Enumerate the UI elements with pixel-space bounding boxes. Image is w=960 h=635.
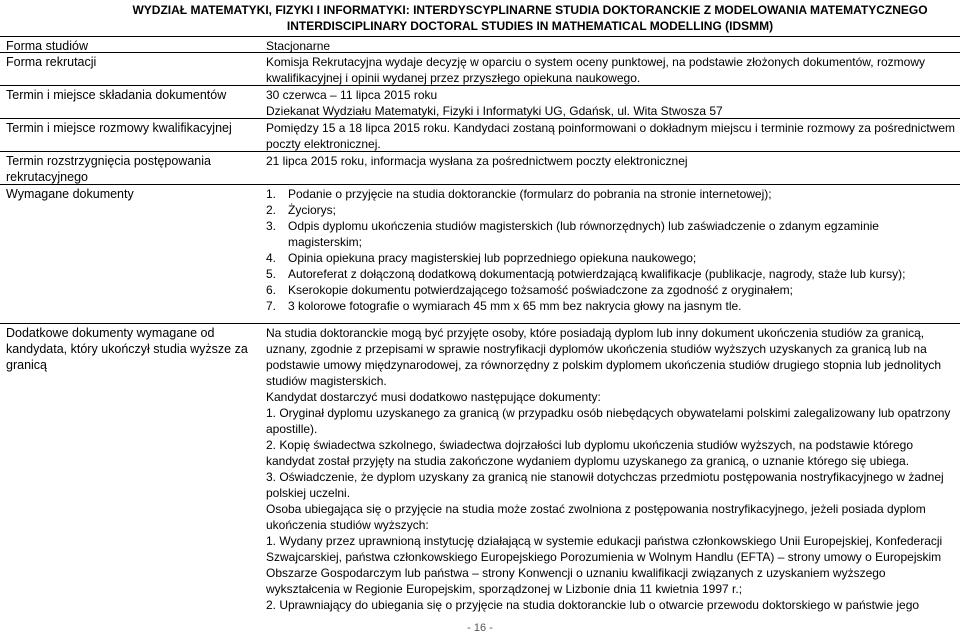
paragraph: Na studia doktoranckie mogą być przyjęte osoby, które posiadają dyplom lub inny dokument ukończenia studiów za granicą, uznany, zgodnie z przepisami w sprawie nostryfikacji dyplomów ukończenia studiów wyższych uzyskanych za granicą lub na podstawie umowy międzynarodowej, za równorzędny z polskim dyplomem ukończenia studiów drugiego stopnia lub jednolitych studiów magisterskich. bbox=[266, 326, 942, 388]
paragraph: 2. Kopię świadectwa szkolnego, świadectwa dojrzałości lub dyplomu ukończenia studiów wyższych, na podstawie którego kandydat został przyjęty na studia zakończone wydaniem dyplomu uzyskanego za granicą, o uznanie którego się ubiega. bbox=[266, 438, 914, 468]
header-line-2: INTERDISCIPLINARY DOCTORAL STUDIES IN MATHEMATICAL MODELLING (IDSMM) bbox=[286, 18, 774, 33]
row-label: Forma rekrutacji bbox=[6, 55, 97, 69]
table-rule bbox=[0, 36, 960, 37]
row-label: Termin i miejsce rozmowy kwalifikacyjnej bbox=[6, 121, 232, 135]
row-value bbox=[266, 87, 956, 119]
row-value: Stacjonarne bbox=[266, 39, 331, 53]
row-label: Termin i miejsce składania dokumentów bbox=[6, 88, 227, 102]
paragraph: Osoba ubiegająca się o przyjęcie na studia może zostać zwolniona z postępowania nostryfikacyjnego, jeżeli posiada dyplom ukończenia studiów wyższych: bbox=[266, 502, 926, 532]
list-item: 6. Kserokopie dokumentu potwierdzającego tożsamość poświadczone za zgodność z oryginałem; bbox=[266, 283, 793, 297]
list-item: 7. 3 kolorowe fotografie o wymiarach 45 mm x 65 mm bez nakrycia głowy na jasnym tle. bbox=[266, 299, 742, 313]
required-documents-list bbox=[266, 186, 956, 314]
submission-dates: 30 czerwca – 11 lipca 2015 roku bbox=[266, 88, 438, 102]
submission-place: Dziekanat Wydziału Matematyki, Fizyki i Informatyki UG, Gdańsk, ul. Wita Stwosza 57 bbox=[266, 104, 723, 118]
paragraph: 2. Uprawniający do ubiegania się o przyjęcie na studia doktoranckie lub o otwarcie przewodu doktorskiego w państwie jego bbox=[266, 598, 920, 612]
row-label: Dodatkowe dokumenty wymagane od kandydata, który ukończył studia wyższe za granicą bbox=[6, 326, 248, 372]
page-number: - 16 - bbox=[467, 622, 493, 634]
paragraph: 1. Wydany przez uprawnioną instytucję działającą w systemie edukacji państwa członkowskiego Unii Europejskiej, Konfederacji Szwajcarskiej, państwa członkowskiego Europejskiego Porozumienia w Wolnym Handlu (EFTA) – strony umowy o Europejskim Obszarze Gospodarczym lub państwa – strony Konwencji o uznaniu kwalifikacji związanych z uzyskaniem wyższego wykształcenia w Regionie Europejskim, sporządzonej w Lizbonie dnia 11 kwietnia 1997 r.; bbox=[266, 534, 943, 596]
row-label: Wymagane dokumenty bbox=[6, 187, 134, 201]
row-value: Komisja Rekrutacyjna wydaje decyzję w oparciu o system oceny punktowej, na podstawie złożonych dokumentów, rozmowy kwalifikacyjnej i opinii wydanej przez przyszłego opiekuna naukowego. bbox=[266, 55, 925, 85]
list-item: 4. Opinia opiekuna pracy magisterskiej lub poprzedniego opiekuna naukowego; bbox=[266, 251, 697, 265]
row-value: 21 lipca 2015 roku, informacja wysłana za pośrednictwem poczty elektronicznej bbox=[266, 154, 688, 168]
list-item: 2. Życiorys; bbox=[266, 203, 336, 217]
paragraph: Kandydat dostarczyć musi dodatkowo następujące dokumenty: bbox=[266, 390, 601, 404]
table-rule bbox=[0, 323, 960, 324]
document-header bbox=[0, 3, 960, 34]
row-label: Forma studiów bbox=[6, 39, 88, 53]
list-item: 3. Odpis dyplomu ukończenia studiów magisterskich (lub równorzędnych) lub zaświadczenie o zdanym egzaminie magisterskim; bbox=[266, 219, 879, 249]
row-label: Termin rozstrzygnięcia postępowania rekrutacyjnego bbox=[6, 154, 211, 184]
row-value: Pomiędzy 15 a 18 lipca 2015 roku. Kandydaci zostaną poinformowani o dokładnym miejscu i terminie rozmowy za pośrednictwem poczty elektronicznej. bbox=[266, 121, 956, 151]
paragraph: 3. Oświadczenie, że dyplom uzyskany za granicą nie stanowił dotychczas przedmiotu postępowania nostryfikacyjnego w żadnej polskiej uczelni. bbox=[266, 470, 944, 500]
row-value bbox=[266, 186, 956, 314]
row-value bbox=[266, 325, 956, 613]
paragraph: 1. Oryginał dyplomu uzyskanego za granicą (w przypadku osób niebędących obywatelami polskimi zalegalizowany lub opatrzony apostille). bbox=[266, 406, 951, 436]
list-item: 1. Podanie o przyjęcie na studia doktoranckie (formularz do pobrania na stronie internetowej); bbox=[266, 187, 772, 201]
header-line-1: WYDZIAŁ MATEMATYKI, FIZYKI I INFORMATYKI: INTERDYSCYPLINARNE STUDIA DOKTORANCKIE Z MODELOWANIA MATEMATYCZNEGO bbox=[132, 3, 928, 17]
list-item: 5. Autoreferat z dołączoną dodatkową dokumentacją potwierdzającą kwalifikacje (publikacje, nagrody, staże lub kursy); bbox=[266, 267, 906, 281]
